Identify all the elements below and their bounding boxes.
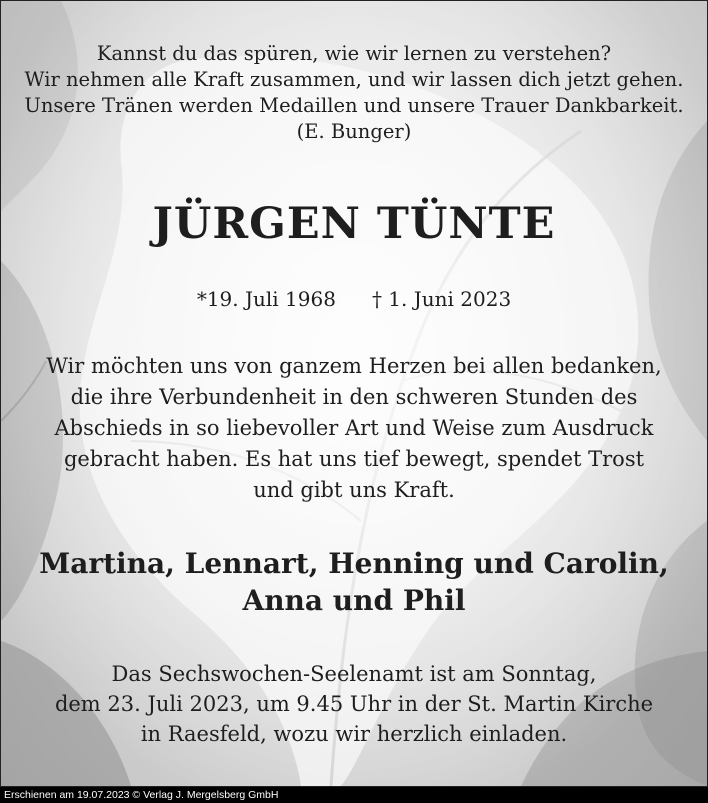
mass-line: Das Sechswochen-Seelenamt ist am Sonntag, xyxy=(111,662,597,686)
thanks-line: Wir möchten uns von ganzem Herzen bei allen bedanken, xyxy=(46,354,662,378)
family-line: Anna und Phil xyxy=(242,584,466,617)
birth-date: *19. Juli 1968 xyxy=(196,287,336,311)
publication-footer: Erschienen am 19.07.2023 © Verlag J. Mergelsberg GmbH xyxy=(0,787,708,803)
deceased-name: JÜRGEN TÜNTE xyxy=(152,199,556,249)
life-dates xyxy=(1,287,707,311)
family-line: Martina, Lennart, Henning und Carolin, xyxy=(39,547,669,580)
mass-line: in Raesfeld, wozu wir herzlich einladen. xyxy=(140,722,568,746)
thanks-line: die ihre Verbundenheit in den schweren Stunden des xyxy=(70,385,638,409)
memorial-mass-info xyxy=(1,659,707,749)
poem-line: Unsere Tränen werden Medaillen und unsere Trauer Dankbarkeit. xyxy=(24,94,684,117)
thanks-line: und gibt uns Kraft. xyxy=(253,478,455,502)
poem-line: Wir nehmen alle Kraft zusammen, und wir lassen dich jetzt gehen. xyxy=(24,68,684,91)
death-date: † 1. Juni 2023 xyxy=(371,287,512,311)
thanks-text xyxy=(1,351,707,506)
poem-line: Kannst du das spüren, wie wir lernen zu verstehen? xyxy=(96,42,612,65)
poem xyxy=(1,41,707,145)
mass-line: dem 23. Juli 2023, um 9.45 Uhr in der St. Martin Kirche xyxy=(54,692,654,716)
poem-author: (E. Bunger) xyxy=(296,120,412,143)
family-signature xyxy=(1,545,707,619)
thanks-line: gebracht haben. Es hat uns tief bewegt, spendet Trost xyxy=(63,447,645,471)
thanks-line: Abschieds in so liebevoller Art und Weise zum Ausdruck xyxy=(54,416,654,440)
